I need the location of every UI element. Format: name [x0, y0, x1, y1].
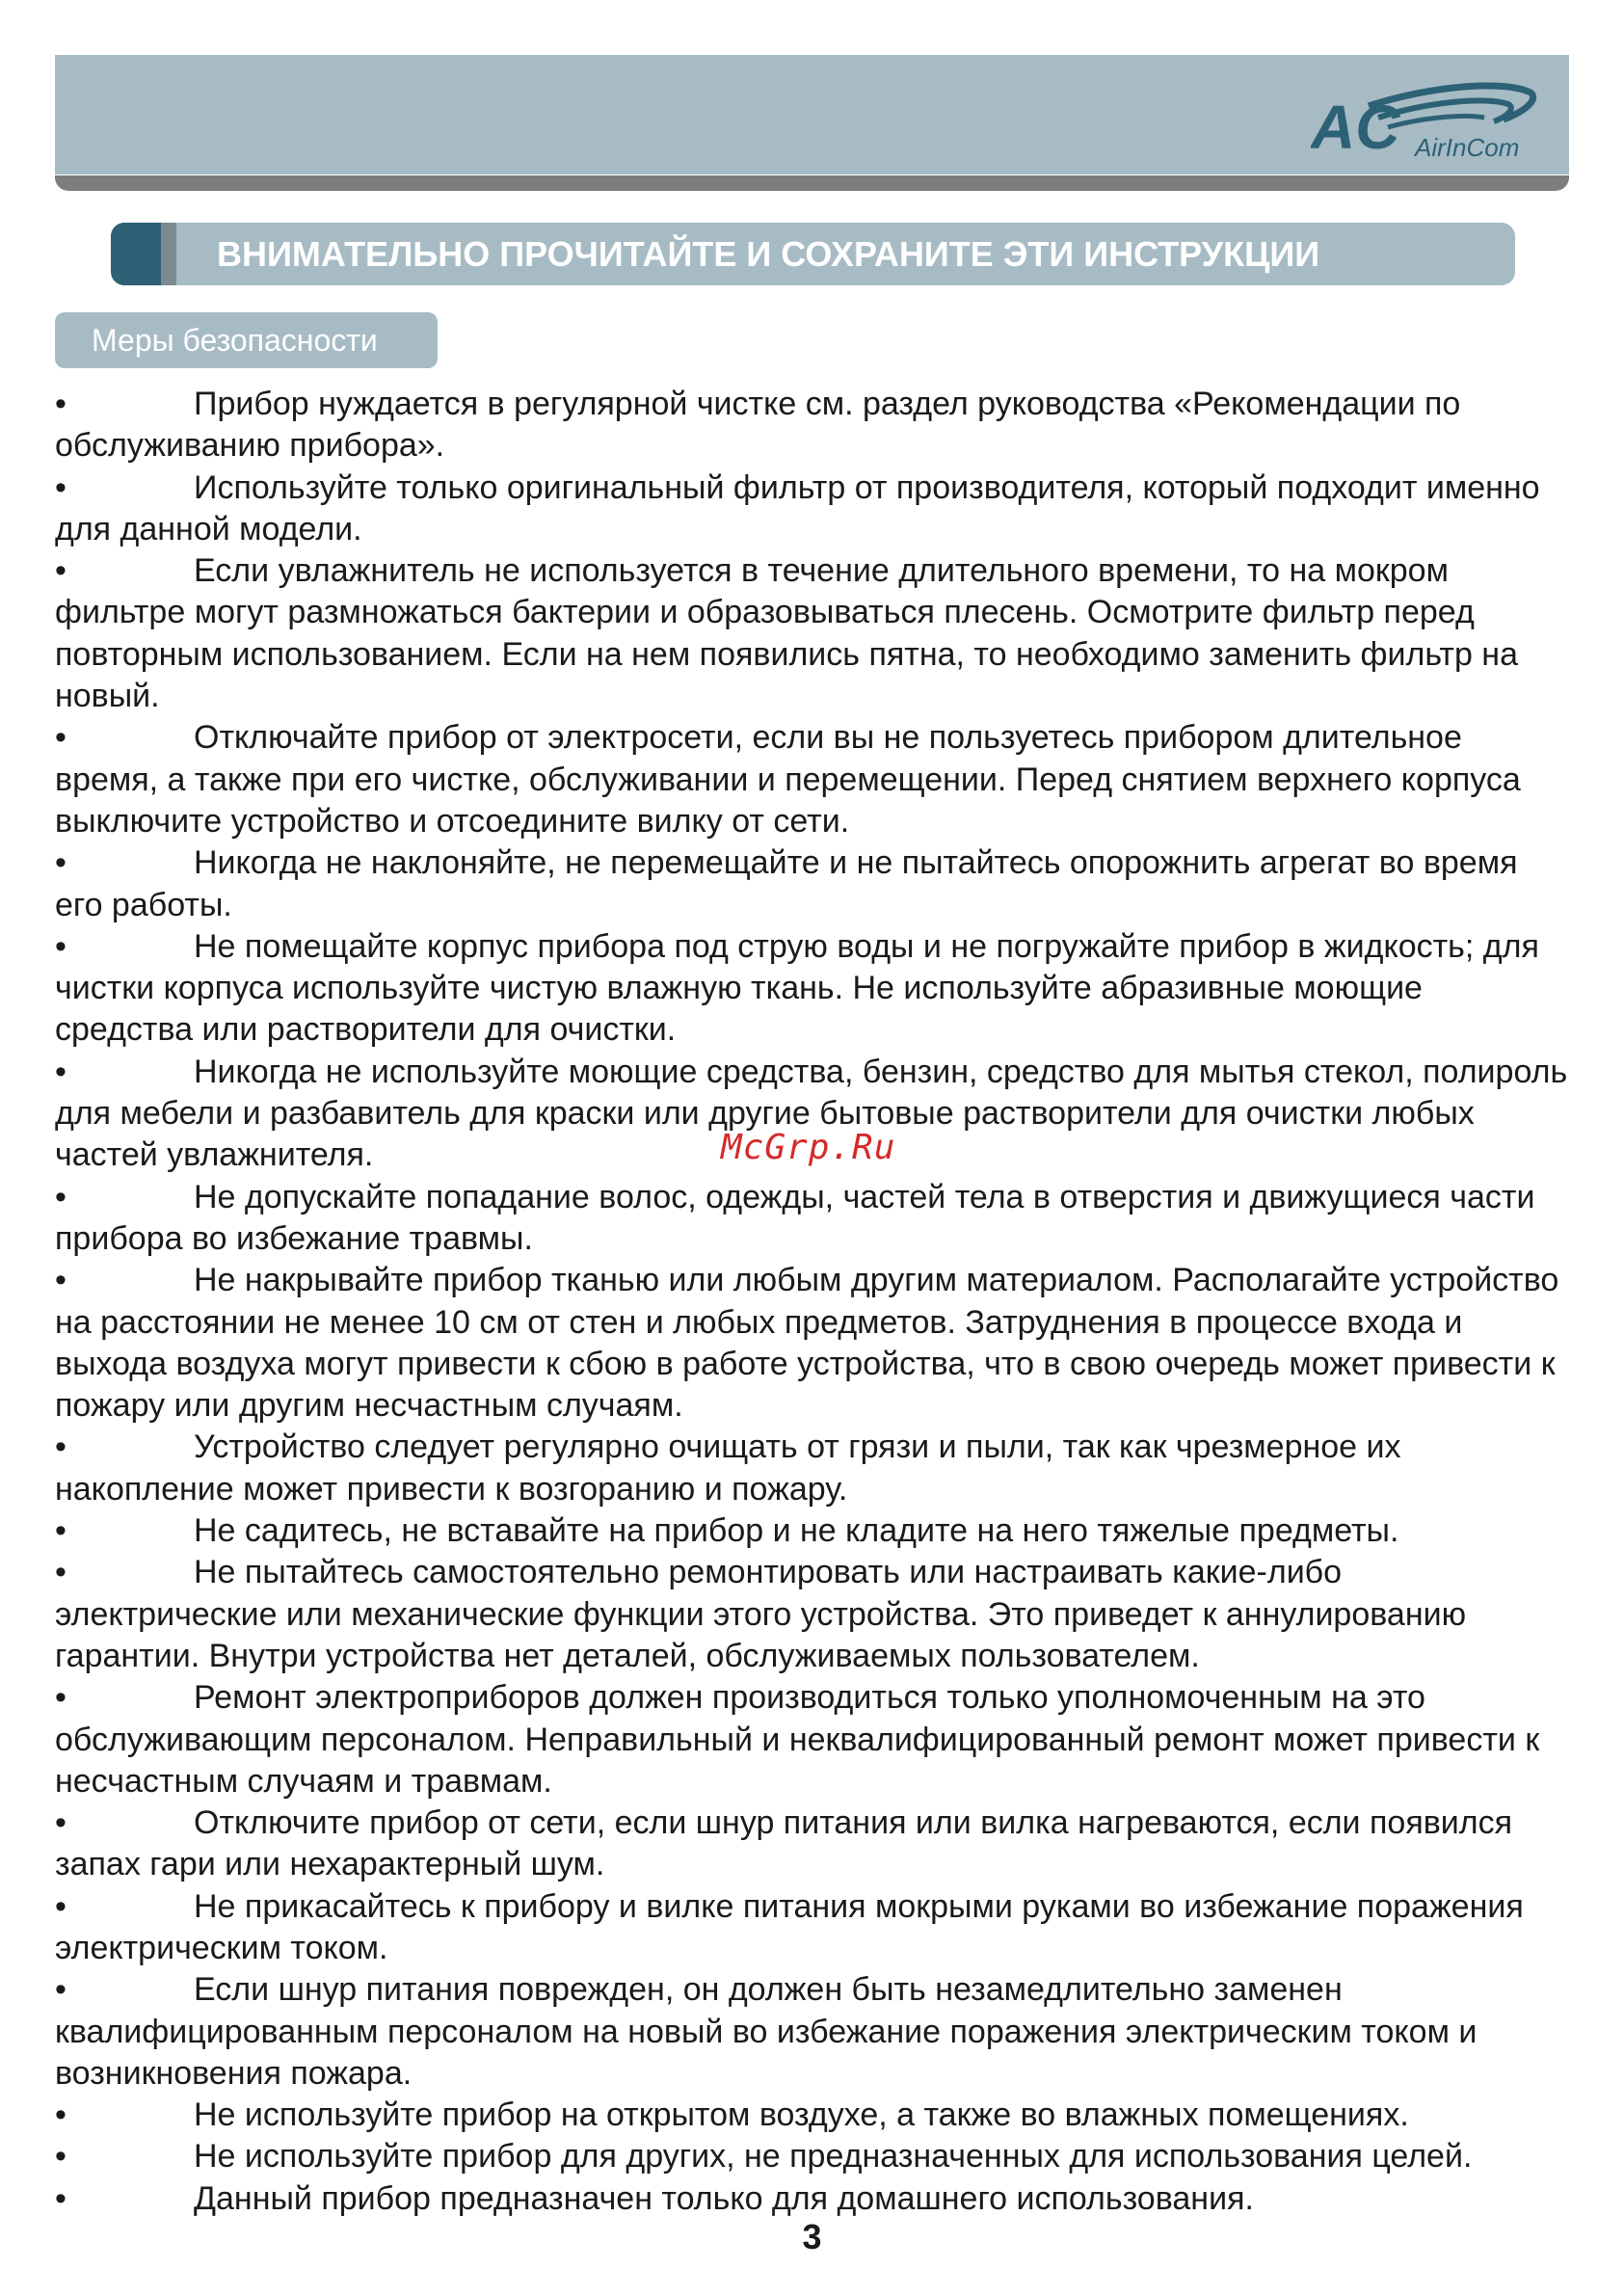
bullet-icon: •: [55, 2138, 67, 2176]
bullet-icon: •: [55, 1887, 67, 1925]
bullet-icon: •: [55, 1971, 67, 2009]
page-title: ВНИМАТЕЛЬНО ПРОЧИТАЙТЕ И СОХРАНИТЕ ЭТИ ИНСТРУКЦИИ: [217, 234, 1320, 274]
bullet-icon: •: [55, 1679, 67, 1717]
header-divider: [55, 175, 1569, 191]
list-item-text: Устройство следует регулярно очищать от грязи и пыли, так как чрезмерное их накопление может привести к возгоранию и пожару.: [55, 1428, 1401, 1508]
list-item-text: Если увлажнитель не используется в течение длительного времени, то на мокром фильтре могут размножаться бактерии и образовываться плесень. Осмотрите фильтр перед повторным использованием. Если на нем появились пятна, то необходимо заменить фильтр на новый.: [55, 552, 1518, 715]
list-item-text: Не используйте прибор для других, не предназначенных для использования целей.: [194, 2138, 1473, 2176]
list-item-text: Прибор нуждается в регулярной чистке см. раздел руководства «Рекомендации по обслуживанию прибора».: [55, 386, 1461, 465]
watermark: McGrp.Ru: [721, 1128, 896, 1167]
list-item-text: Не допускайте попадание волос, одежды, частей тела в отверстия и движущиеся части прибора во избежание травмы.: [55, 1178, 1535, 1257]
list-item-text: Используйте только оригинальный фильтр от производителя, который подходит именно для данной модели.: [55, 468, 1540, 547]
list-item: [55, 2095, 1569, 2136]
list-item-text: Отключите прибор от сети, если шнур питания или вилка нагреваются, если появился запах гари или нехарактерный шум.: [55, 1804, 1513, 1883]
list-item: [55, 926, 1569, 1052]
list-item-text: Если шнур питания поврежден, он должен быть незамедлительно заменен квалифицированным персоналом на новый во избежание поражения электрическим током и возникновения пожара.: [55, 1971, 1478, 2092]
bullet-icon: •: [55, 1512, 67, 1550]
list-item: [55, 1677, 1569, 1802]
bullet-icon: •: [55, 468, 67, 506]
list-item: [55, 467, 1569, 551]
bullet-icon: •: [55, 386, 67, 422]
list-item: [55, 842, 1569, 926]
list-item: [55, 717, 1569, 842]
list-item: [55, 1510, 1569, 1552]
list-item-text: Отключайте прибор от электросети, если вы не пользуетесь прибором длительное время, а также при его чистке, обслуживании и перемещении. Перед снятием верхнего корпуса выключите устройство и отсоедините вилку от сети.: [55, 719, 1521, 840]
list-item: [55, 1886, 1569, 1970]
title-accent: [111, 223, 161, 285]
list-item-text: Не садитесь, не вставайте на прибор и не кладите на него тяжелые предметы.: [194, 1512, 1399, 1550]
bullet-icon: •: [55, 2179, 67, 2217]
logo-mark: AC: [1311, 93, 1400, 162]
list-item: [55, 1260, 1569, 1427]
list-item: [55, 1969, 1569, 2095]
list-item-text: Не накрывайте прибор тканью или любым другим материалом. Располагайте устройство на расстоянии не менее 10 см от стен и любых предметов. Затруднения в процессе входа и выхода воздуха могут привести к сбою в работе устройства, что в свою очередь может привести к пожару или другим несчастным случаям.: [55, 1262, 1559, 1425]
title-accent-secondary: [161, 223, 176, 285]
airincom-logo: [1311, 79, 1542, 166]
bullet-icon: •: [55, 719, 67, 757]
list-item: [55, 2136, 1569, 2177]
bullet-icon: •: [55, 1262, 67, 1299]
section-label: Меры безопасности: [55, 312, 438, 368]
list-item: [55, 2178, 1569, 2220]
list-item-text: Не помещайте корпус прибора под струю воды и не погружайте прибор в жидкость; для чистки корпуса используйте чистую влажную ткань. Не используйте абразивные моющие средства или растворители для очистки.: [55, 927, 1539, 1049]
list-item: [55, 1427, 1569, 1510]
page-number: 3: [802, 2217, 822, 2256]
list-item: [55, 550, 1569, 717]
list-item: [55, 1177, 1569, 1261]
list-item-text: Не прикасайтесь к прибору и вилке питания мокрыми руками во избежание поражения электрическим током.: [55, 1887, 1524, 1966]
bullet-icon: •: [55, 2096, 67, 2134]
list-item-text: Данный прибор предназначен только для домашнего использования.: [194, 2179, 1254, 2217]
bullet-icon: •: [55, 1428, 67, 1466]
bullet-icon: •: [55, 844, 67, 882]
bullet-icon: •: [55, 1804, 67, 1842]
list-item: [55, 1802, 1569, 1886]
list-item-text: Ремонт электроприборов должен производиться только уполномоченным на это обслуживающим персоналом. Неправильный и неквалифицированный ремонт может привести к несчастным случаям и травмам.: [55, 1679, 1540, 1800]
logo-text: AirInCom: [1415, 133, 1520, 162]
list-item-text: Никогда не наклоняйте, не перемещайте и не пытайтесь опорожнить агрегат во время его работы.: [55, 844, 1518, 923]
bullet-icon: •: [55, 1178, 67, 1215]
bullet-icon: •: [55, 552, 67, 590]
bullet-icon: •: [55, 927, 67, 965]
bullet-icon: •: [55, 1554, 67, 1591]
list-item-text: Не используйте прибор на открытом воздухе, а также во влажных помещениях.: [194, 2096, 1409, 2134]
list-item-text: Не пытайтесь самостоятельно ремонтировать или настраивать какие-либо электрические или механические функции этого устройства. Это приведет к аннулированию гарантии. Внутри устройства нет деталей, обслуживаемых пользователем.: [55, 1554, 1467, 1674]
list-item-text: Никогда не используйте моющие средства, бензин, средство для мытья стекол, полироль для мебели и разбавитель для краски или другие бытовые растворители для очистки любых частей увлажнителя.: [55, 1053, 1568, 1174]
safety-list: [55, 384, 1569, 2220]
bullet-icon: •: [55, 1053, 67, 1090]
list-item: [55, 1552, 1569, 1677]
instructions-title-bar: [111, 223, 1515, 285]
list-item: [55, 384, 1569, 467]
